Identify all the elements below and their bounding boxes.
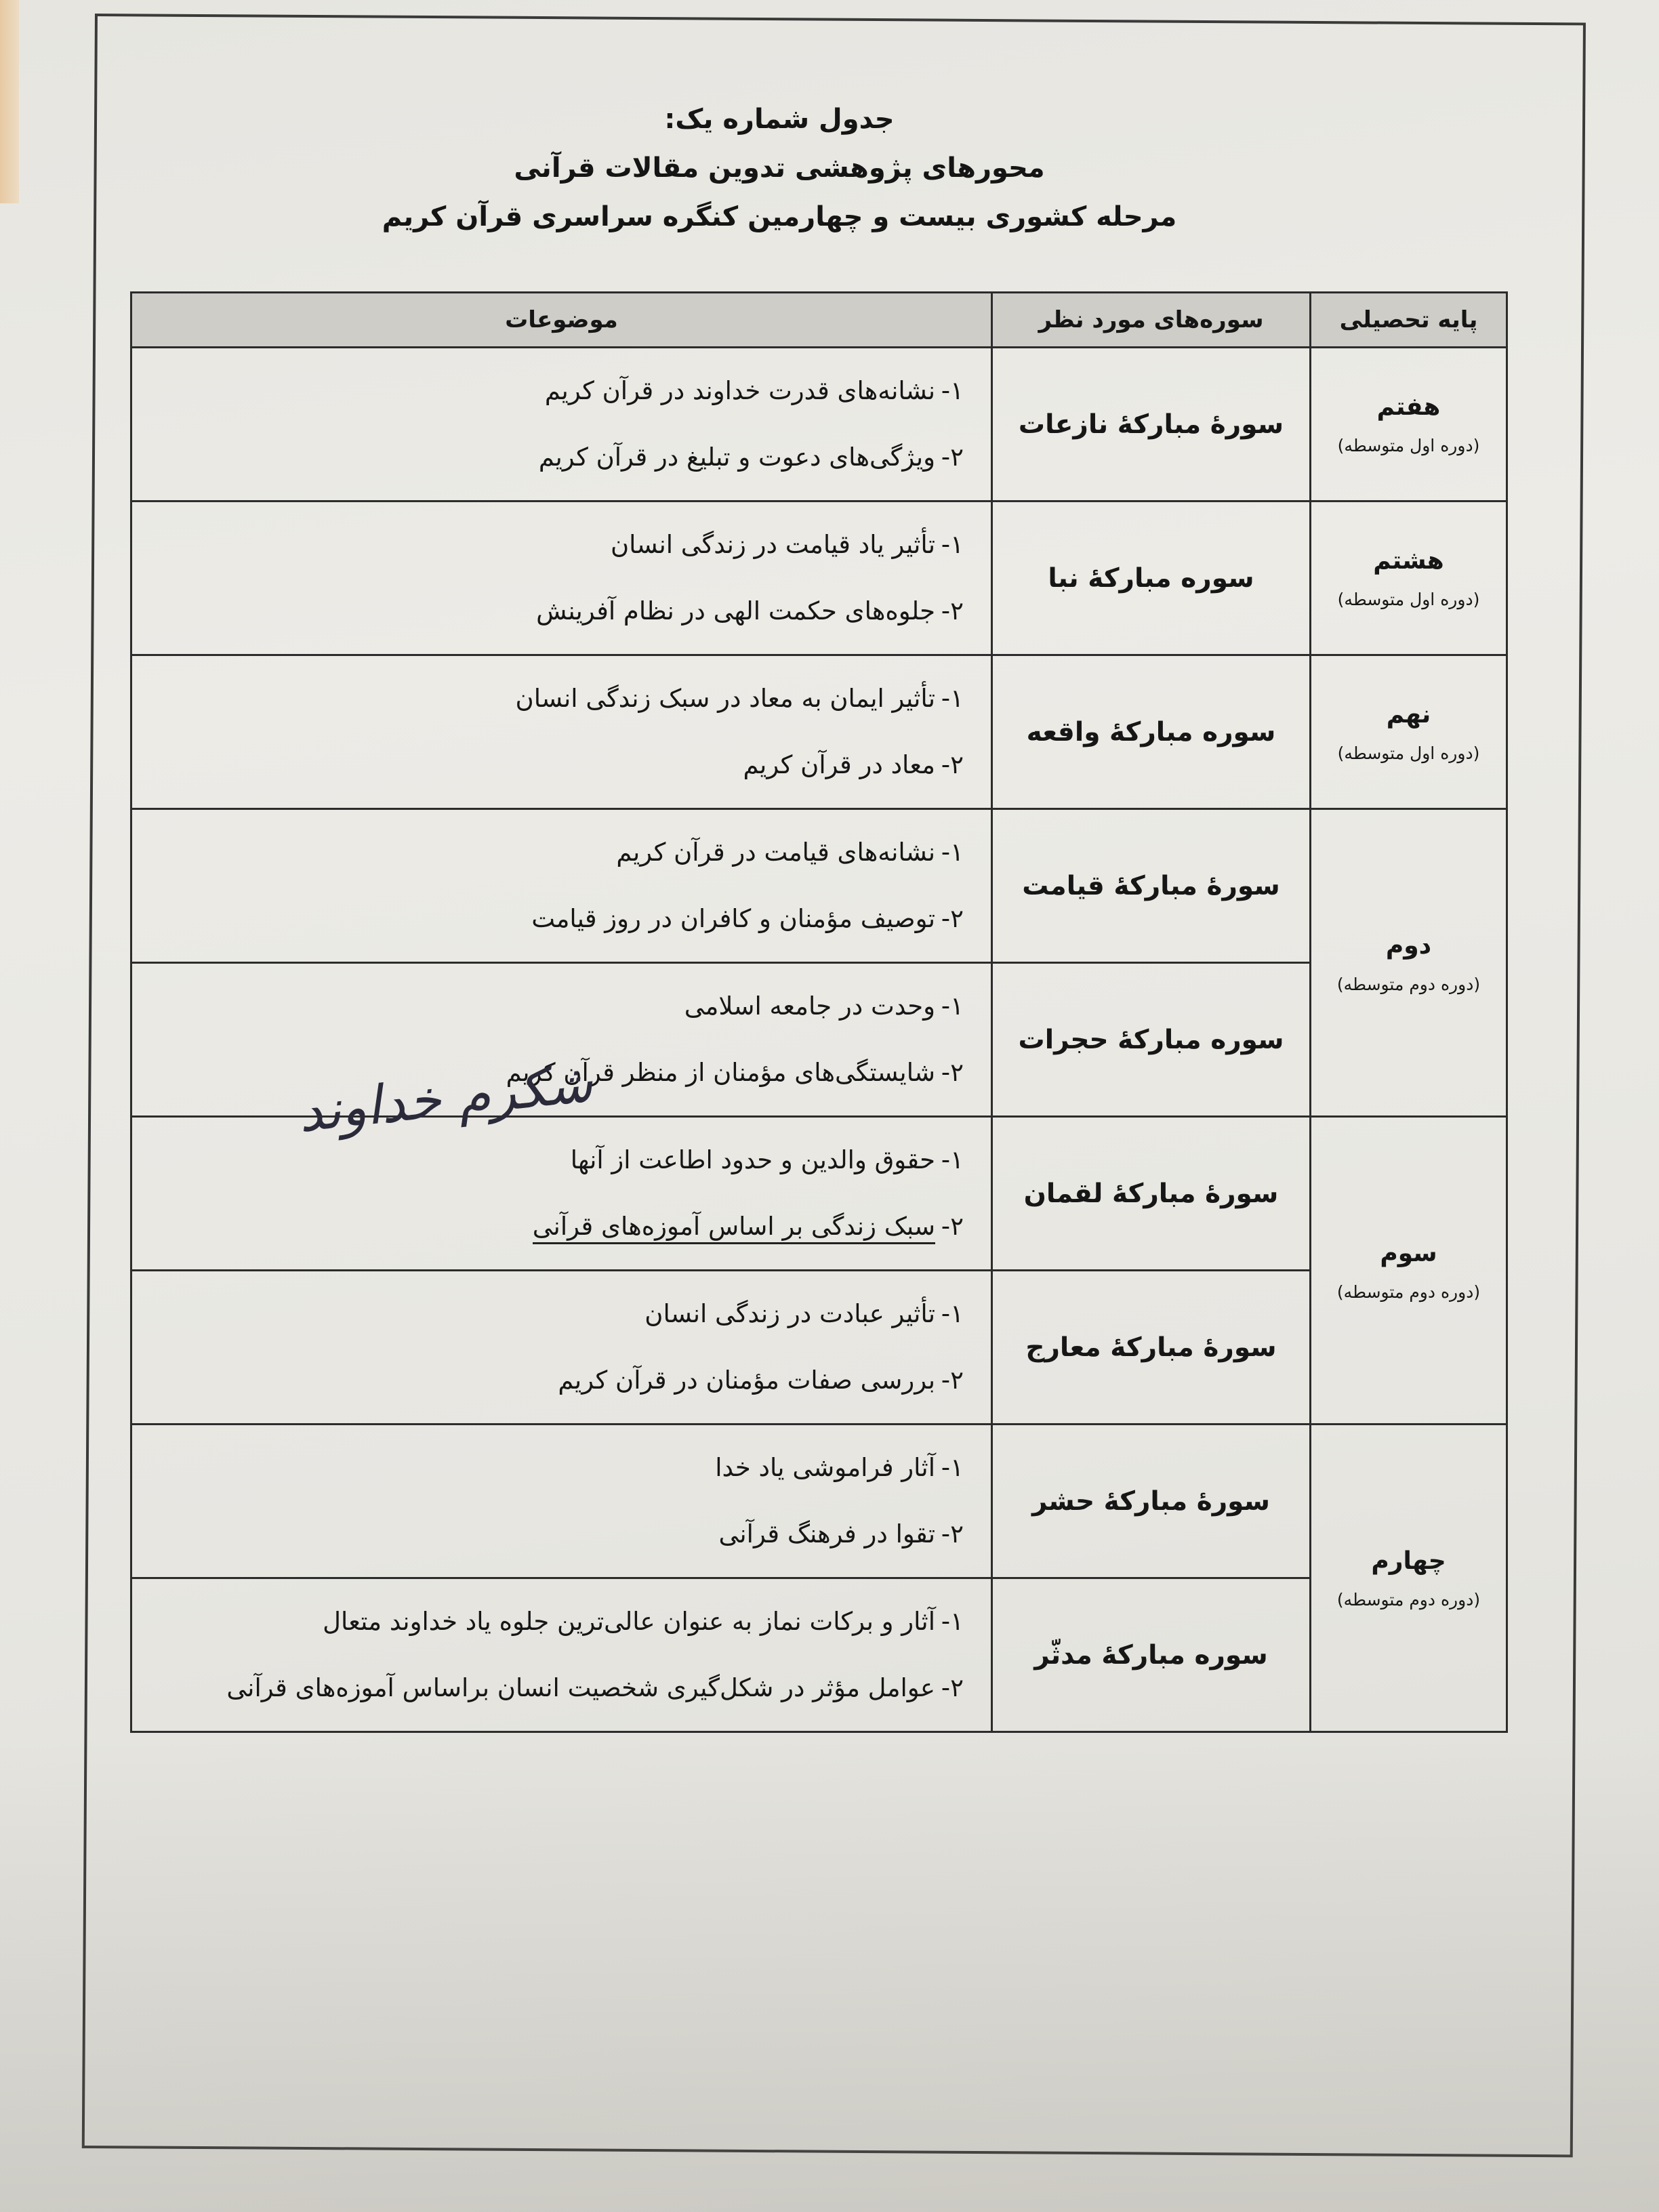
grade-period: (دوره اول متوسطه) bbox=[1337, 590, 1480, 609]
grade-period: (دوره اول متوسطه) bbox=[1337, 743, 1480, 763]
topic-item: ۲-معاد در قرآن کریم bbox=[743, 750, 964, 779]
topic-item: ۲-توصیف مؤمنان و کافران در روز قیامت bbox=[531, 904, 964, 933]
topic-item: ۱-حقوق والدین و حدود اطاعت از آنها bbox=[570, 1145, 964, 1174]
document-subtitle: مرحله کشوری بیست و چهارمین کنگره سراسری قرآن کریم bbox=[382, 201, 1177, 232]
grade-cell bbox=[1311, 809, 1507, 1117]
topic-item-underlined: ۲-سبک زندگی بر اساس آموزه‌های قرآنی bbox=[146, 1193, 964, 1260]
grade-cell bbox=[1311, 1425, 1507, 1732]
table-row bbox=[131, 1271, 1507, 1425]
grade-name: سوم bbox=[1380, 1239, 1437, 1267]
surah-cell: سورۀ مبارکۀ لقمان bbox=[992, 1117, 1311, 1271]
topics-cell bbox=[131, 809, 992, 963]
table-header-row bbox=[131, 293, 1507, 348]
topics-cell bbox=[131, 1425, 992, 1578]
topic-item: ۱-تأثیر ایمان به معاد در سبک زندگی انسان bbox=[515, 684, 964, 713]
topic-item: ۲-جلوه‌های حکمت الهی در نظام آفرینش bbox=[536, 596, 964, 626]
header-topics: موضوعات bbox=[131, 293, 992, 348]
topic-item: ۲-تقوا در فرهنگ قرآنی bbox=[718, 1519, 964, 1549]
table-row bbox=[131, 809, 1507, 963]
grade-name: هفتم bbox=[1376, 393, 1441, 421]
topic-item: ۱-وحدت در جامعه اسلامی bbox=[684, 991, 964, 1021]
grade-period: (دوره اول متوسطه) bbox=[1337, 436, 1480, 455]
header-grade: پایه تحصیلی bbox=[1311, 293, 1507, 348]
grade-cell bbox=[1311, 501, 1507, 655]
header-surah: سوره‌های مورد نظر bbox=[992, 293, 1311, 348]
grade-period: (دوره دوم متوسطه) bbox=[1336, 1589, 1481, 1610]
topic-item: ۱-تأثیر عبادت در زندگی انسان bbox=[644, 1299, 964, 1328]
topics-cell bbox=[131, 1271, 992, 1425]
underlying-page-edge bbox=[0, 0, 19, 203]
grade-name: نهم bbox=[1386, 701, 1431, 729]
topic-item: ۱-آثار فراموشی یاد خدا bbox=[715, 1453, 964, 1482]
surah-cell: سوره مبارکۀ حجرات bbox=[992, 963, 1311, 1117]
grade-cell bbox=[1311, 348, 1507, 501]
surah-cell: سورۀ مبارکۀ قیامت bbox=[992, 809, 1311, 963]
topics-table bbox=[130, 291, 1508, 1733]
surah-cell: سورۀ مبارکۀ حشر bbox=[992, 1425, 1311, 1578]
topic-item: ۱-نشانه‌های قیامت در قرآن کریم bbox=[616, 838, 964, 867]
grade-name: چهارم bbox=[1371, 1547, 1446, 1575]
table-row bbox=[131, 348, 1507, 501]
table-row bbox=[131, 655, 1507, 809]
topic-item: ۱-نشانه‌های قدرت خداوند در قرآن کریم bbox=[544, 376, 964, 405]
surah-cell: سوره مبارکۀ مدثّر bbox=[992, 1578, 1311, 1732]
surah-cell: سورۀ مبارکۀ معارج bbox=[992, 1271, 1311, 1425]
topic-item: ۲-شایستگی‌های مؤمنان از منظر قرآن کریم bbox=[506, 1058, 964, 1087]
surah-cell: سوره مبارکۀ واقعه bbox=[992, 655, 1311, 809]
grade-cell bbox=[1311, 1117, 1507, 1425]
grade-name: هشتم bbox=[1373, 547, 1444, 575]
topic-item: ۱-تأثیر یاد قیامت در زندگی انسان bbox=[611, 530, 964, 559]
grade-name: دوم bbox=[1385, 931, 1432, 960]
topic-item: ۲-بررسی صفات مؤمنان در قرآن کریم bbox=[558, 1366, 964, 1395]
topics-cell bbox=[131, 501, 992, 655]
surah-cell: سورۀ مبارکۀ نازعات bbox=[992, 348, 1311, 501]
grade-cell bbox=[1311, 655, 1507, 809]
table-row bbox=[131, 501, 1507, 655]
grade-period: (دوره دوم متوسطه) bbox=[1336, 1282, 1481, 1302]
table-row bbox=[131, 1578, 1507, 1732]
topics-cell bbox=[131, 655, 992, 809]
topic-item: ۲-عوامل مؤثر در شکل‌گیری شخصیت انسان براساس آموزه‌های قرآنی bbox=[226, 1673, 964, 1702]
table-row bbox=[131, 1425, 1507, 1578]
document-title: محورهای پژوهشی تدوین مقالات قرآنی bbox=[514, 152, 1045, 184]
topic-item: ۱-آثار و برکات نماز به عنوان عالی‌ترین جلوه یاد خداوند متعال bbox=[323, 1607, 964, 1636]
surah-cell: سوره مبارکۀ نبا bbox=[992, 501, 1311, 655]
topics-cell bbox=[131, 1117, 992, 1271]
document-header bbox=[271, 95, 1288, 241]
topics-cell bbox=[131, 348, 992, 501]
handwritten-note: شکرم خداوند bbox=[295, 1052, 596, 1145]
grade-period: (دوره دوم متوسطه) bbox=[1336, 974, 1481, 994]
topics-cell bbox=[131, 1578, 992, 1732]
table-number-title: جدول شماره یک: bbox=[664, 104, 895, 135]
topic-item: ۲-ویژگی‌های دعوت و تبلیغ در قرآن کریم bbox=[538, 443, 964, 472]
